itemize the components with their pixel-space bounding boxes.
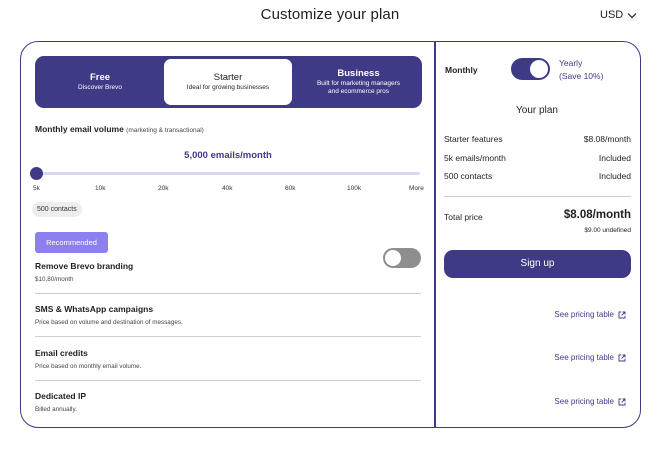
volume-sublabel: (marketing & transactional)	[126, 127, 204, 134]
contacts-badge: 500 contacts	[32, 202, 82, 217]
addon-subtitle: Billed annually.	[35, 406, 77, 413]
plan-subtitle: Discover Brevo	[77, 84, 123, 91]
total-label: Total price	[444, 212, 483, 222]
page-title: Customize your plan	[260, 6, 400, 23]
plan-card	[20, 41, 641, 428]
plan-subtitle: Ideal for growing businesses	[186, 84, 270, 91]
slider-tick-label: 5k	[33, 185, 40, 192]
summary-row-label: 5k emails/month	[444, 153, 506, 163]
row-divider	[35, 380, 421, 381]
summary-row-label: Starter features	[444, 134, 503, 144]
currency-selector[interactable]	[600, 9, 637, 21]
addon-credits	[35, 348, 421, 370]
billing-monthly-label[interactable]: Monthly	[445, 65, 478, 75]
external-link-icon	[618, 311, 626, 319]
yearly-save-text: (Save 10%)	[559, 71, 604, 81]
credits-pricing-link[interactable]	[554, 353, 626, 362]
sms-pricing-link[interactable]	[554, 310, 626, 319]
plan-option-business[interactable]	[295, 56, 422, 108]
addon-title: Dedicated IP	[35, 391, 87, 401]
summary-divider	[444, 196, 631, 197]
summary-row-label: 500 contacts	[444, 171, 493, 181]
currency-label: USD	[600, 9, 624, 21]
external-link-icon	[618, 398, 626, 406]
row-divider	[35, 336, 421, 337]
plan-name: Free	[89, 72, 111, 83]
summary-row	[444, 171, 631, 181]
plan-name: Business	[337, 68, 380, 79]
external-link-icon	[618, 354, 626, 362]
addon-title: Email credits	[35, 348, 88, 358]
summary-title: Your plan	[516, 105, 558, 116]
addon-subtitle: $10.80/month	[35, 276, 74, 283]
volume-value: 5,000 emails/month	[184, 150, 272, 161]
link-label: See pricing table	[554, 310, 614, 319]
chevron-down-icon	[627, 12, 637, 19]
toggle-knob	[530, 60, 548, 78]
addon-title: Remove Brevo branding	[35, 261, 134, 271]
slider-tick-label: 40k	[222, 185, 233, 192]
addon-branding	[35, 261, 421, 283]
billing-period-toggle[interactable]	[511, 58, 550, 80]
plan-selector	[35, 56, 422, 108]
signup-button[interactable]: Sign up	[444, 250, 631, 278]
summary-row	[444, 134, 631, 144]
plan-subtitle-line2: and ecommerce pros	[327, 88, 390, 95]
summary-row-value: Included	[598, 171, 631, 181]
plan-option-starter[interactable]	[164, 59, 292, 105]
slider-tick-label: 10k	[95, 185, 106, 192]
addon-title: SMS & WhatsApp campaigns	[35, 304, 154, 314]
summary-row-value: Included	[598, 153, 631, 163]
yearly-text: Yearly	[559, 58, 583, 68]
slider-tick-label: 100k	[347, 185, 362, 192]
volume-slider-track[interactable]	[37, 172, 420, 175]
summary-row	[444, 153, 631, 163]
slider-tick-label: More	[409, 185, 424, 192]
summary-row-value: $8.08/month	[583, 134, 631, 144]
billing-yearly-label[interactable]	[559, 57, 603, 83]
volume-label-text: Monthly email volume	[35, 124, 124, 134]
slider-tick-label: 20k	[158, 185, 169, 192]
total-subtext: $9.00 undefined	[584, 227, 631, 234]
plan-option-free[interactable]	[35, 56, 165, 108]
total-value: $8.08/month	[563, 209, 631, 221]
link-label: See pricing table	[554, 397, 614, 406]
volume-label	[35, 124, 204, 134]
branding-toggle[interactable]	[383, 248, 421, 268]
addon-subtitle: Price based on volume and destination of messages.	[35, 319, 183, 326]
link-label: See pricing table	[554, 353, 614, 362]
addon-dedicated-ip	[35, 391, 421, 413]
panel-divider	[434, 42, 436, 427]
volume-slider-thumb[interactable]	[30, 167, 43, 180]
addon-subtitle: Price based on monthly email volume.	[35, 363, 142, 370]
ip-pricing-link[interactable]	[554, 397, 626, 406]
recommended-badge: Recommended	[35, 232, 108, 253]
plan-subtitle-line1: Built for marketing managers	[316, 80, 401, 87]
row-divider	[35, 293, 421, 294]
plan-name: Starter	[213, 72, 243, 83]
slider-tick-label: 60k	[285, 185, 296, 192]
addon-sms	[35, 304, 421, 326]
toggle-knob	[385, 250, 401, 266]
